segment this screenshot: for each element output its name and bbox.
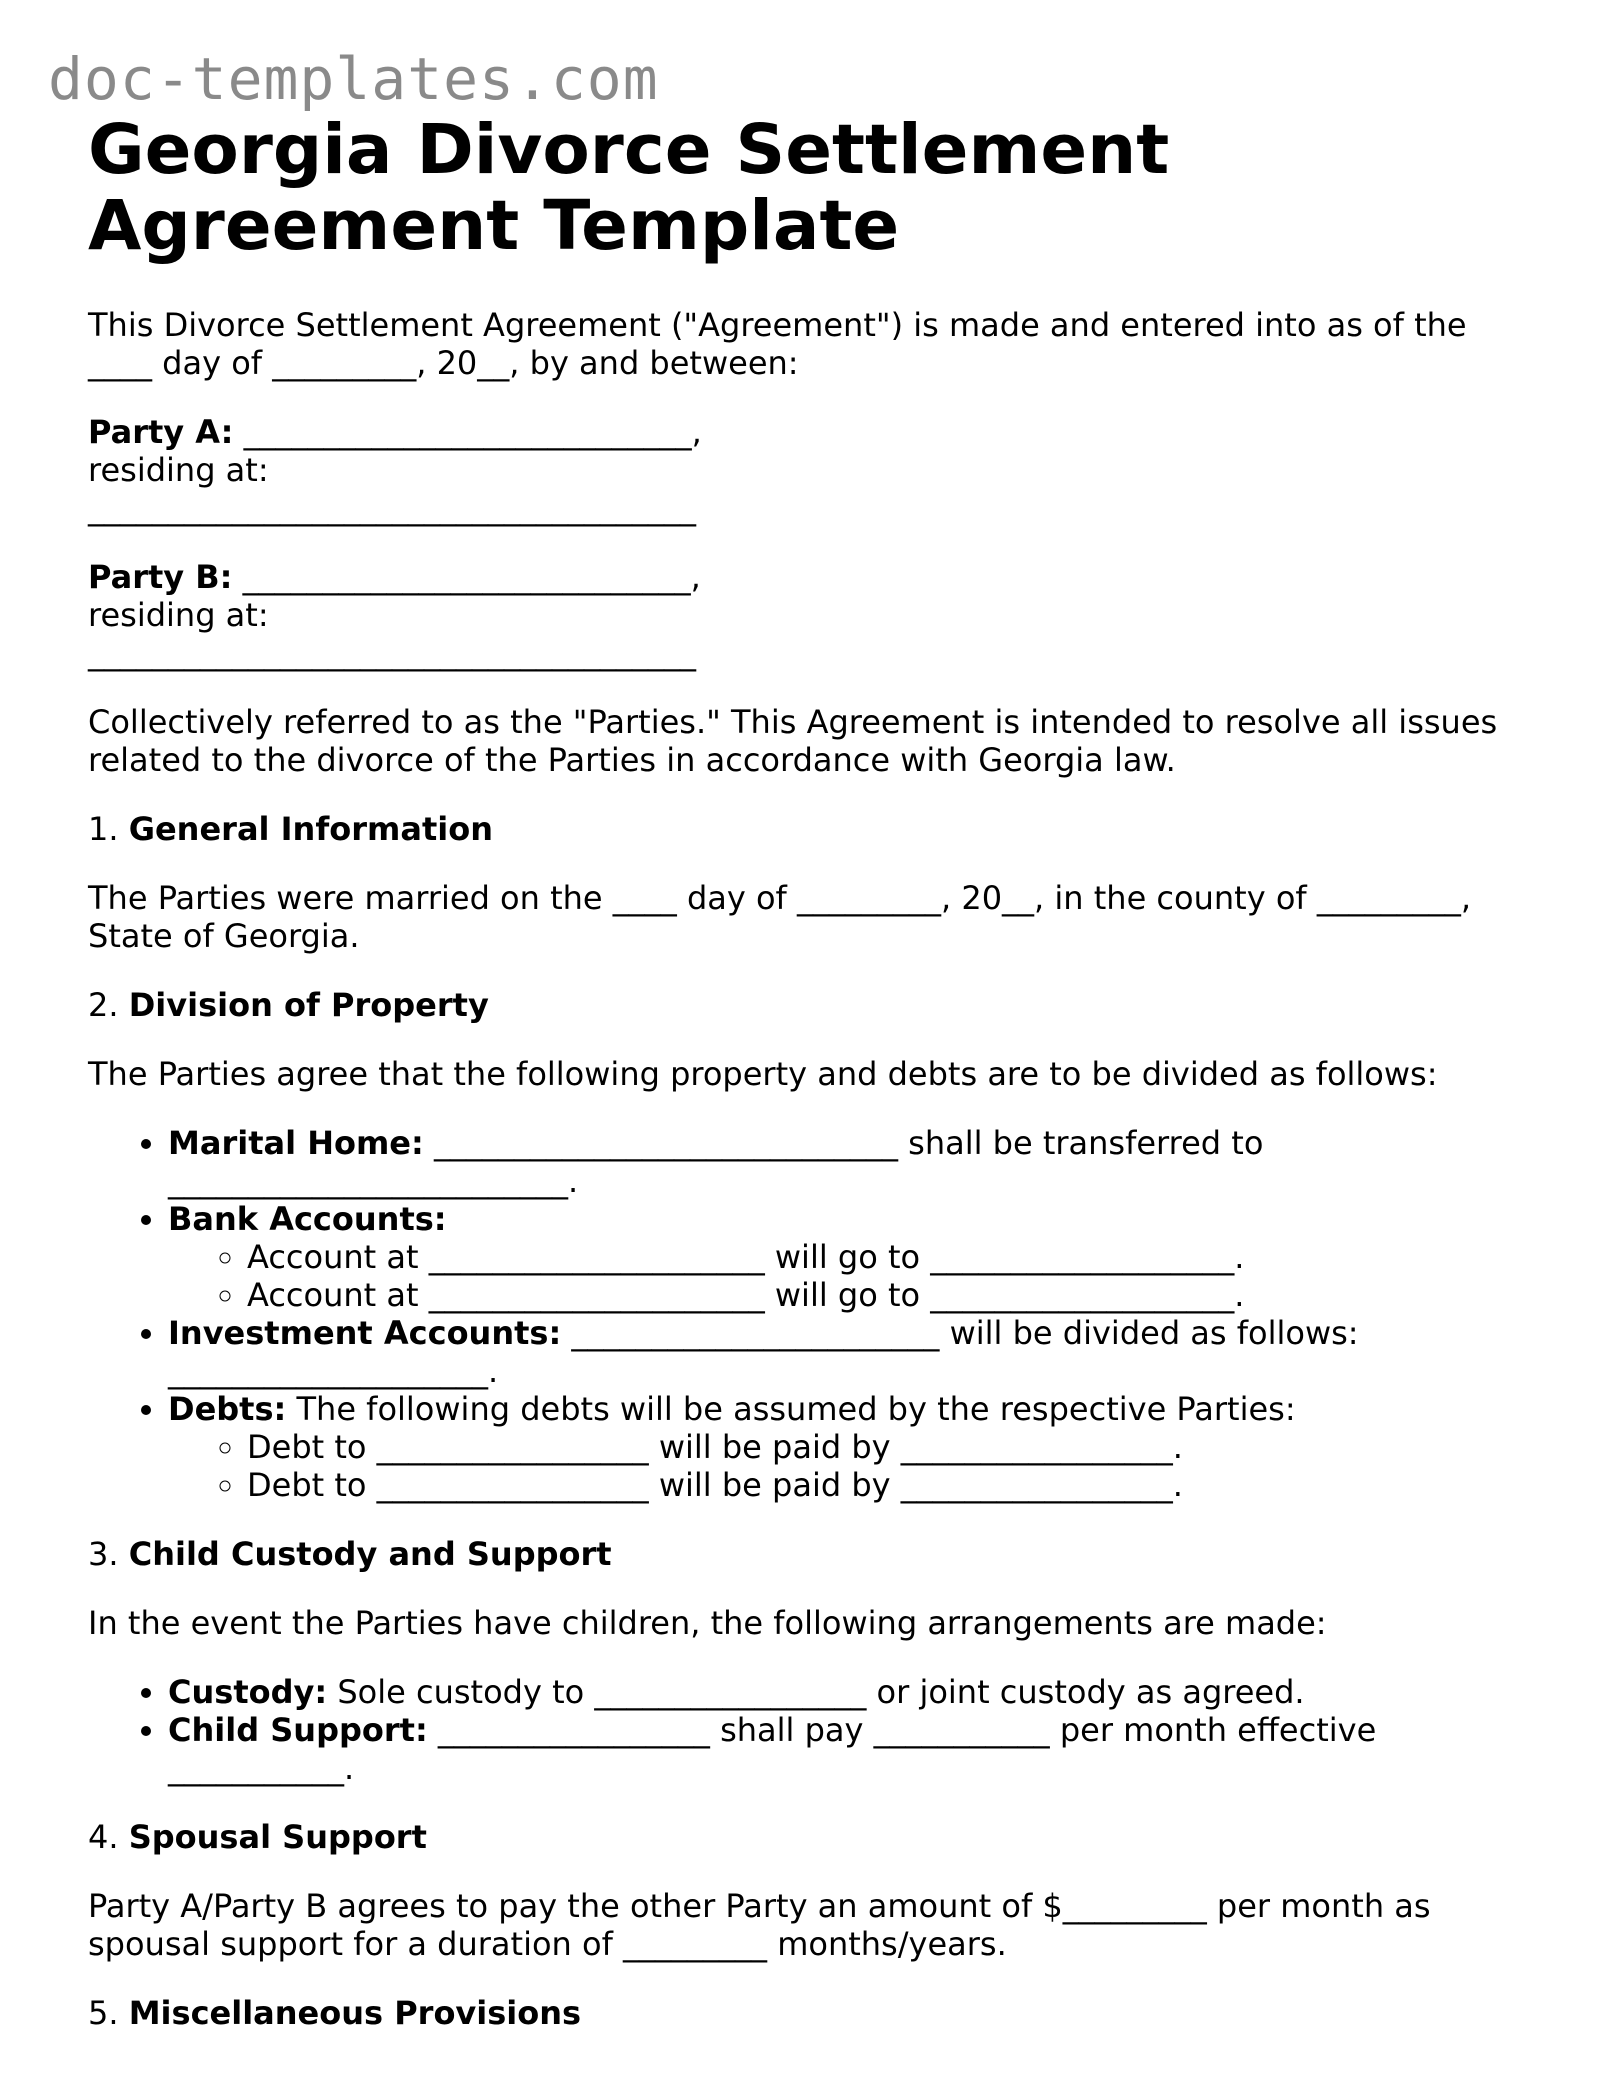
child-support-text: _________________ shall pay ___________ per month effective ___________. [168, 1711, 1377, 1787]
list-item: ◦ Debt to _________________ will be paid by _________________. [247, 1428, 1528, 1466]
section-4-number: 4. [88, 1818, 119, 1856]
custody-list [88, 1673, 1528, 1787]
party-a-text: ____________________________, residing at: ______________________________________ [88, 413, 702, 527]
document [88, 112, 1528, 2063]
investment-accounts-label: Investment Accounts: [168, 1314, 562, 1352]
debts-sublist [168, 1428, 1528, 1504]
marital-home-text: _____________________________ shall be transferred to _________________________. [168, 1124, 1264, 1200]
intro-paragraph: This Divorce Settlement Agreement ("Agreement") is made and entered into as of the ____ day of _________, 20__, by and between: [88, 306, 1467, 382]
list-item: ◦ Account at _____________________ will go to ___________________. [247, 1276, 1528, 1314]
section-1-heading [88, 810, 1528, 848]
party-b-label: Party B: [88, 558, 233, 596]
section-3-number: 3. [88, 1535, 119, 1573]
debts-text: The following debts will be assumed by the respective Parties: [286, 1390, 1296, 1428]
list-item-custody [168, 1673, 1528, 1711]
watermark: doc-templates.com [48, 45, 659, 113]
list-item-bank-accounts [168, 1200, 1528, 1314]
custody-label: Custody: [168, 1673, 328, 1711]
list-item-investment-accounts [168, 1314, 1368, 1390]
party-b-text: ____________________________, residing at: ______________________________________ [88, 558, 701, 672]
bank-accounts-label: Bank Accounts: [168, 1200, 447, 1238]
list-item-child-support [168, 1711, 1438, 1787]
section-2-body: The Parties agree that the following property and debts are to be divided as follows: [88, 1055, 1438, 1093]
bank-accounts-sublist [168, 1238, 1528, 1314]
party-a-line [88, 413, 748, 527]
marital-home-label: Marital Home: [168, 1124, 424, 1162]
collective-paragraph: Collectively referred to as the "Parties." This Agreement is intended to resolve all issues related to the divorce of the Parties in accordance with Georgia law. [88, 703, 1498, 779]
investment-accounts-text: _______________________ will be divided as follows: ____________________. [168, 1314, 1359, 1390]
list-item-debts [168, 1390, 1528, 1504]
section-2-number: 2. [88, 986, 119, 1024]
section-1-number: 1. [88, 810, 119, 848]
document-title: Georgia Divorce Settlement Agreement Template [88, 110, 1170, 266]
section-4-heading [88, 1818, 1528, 1856]
debts-label: Debts: [168, 1390, 287, 1428]
party-b-line [88, 558, 748, 672]
section-5-number: 5. [88, 1994, 119, 2032]
custody-text: Sole custody to _________________ or joint custody as agreed. [327, 1673, 1305, 1711]
section-1-body: The Parties were married on the ____ day of _________, 20__, in the county of _________, State of Georgia. [88, 879, 1471, 955]
section-3-heading [88, 1535, 1528, 1573]
section-1-title: General Information [128, 810, 493, 848]
section-2-heading [88, 986, 1528, 1024]
party-a-label: Party A: [88, 413, 234, 451]
section-4-body: Party A/Party B agrees to pay the other Party an amount of $_________ per month as spousal support for a duration of _________ months/years. [88, 1887, 1431, 1963]
list-item: ◦ Debt to _________________ will be paid by _________________. [247, 1466, 1528, 1504]
section-5-heading [88, 1994, 1528, 2032]
section-3-title: Child Custody and Support [128, 1535, 612, 1573]
property-list [88, 1124, 1528, 1504]
section-4-title: Spousal Support [128, 1818, 427, 1856]
section-3-body: In the event the Parties have children, the following arrangements are made: [88, 1604, 1327, 1642]
list-item: ◦ Account at _____________________ will go to ___________________. [247, 1238, 1528, 1276]
section-2-title: Division of Property [128, 986, 489, 1024]
list-item-marital-home [168, 1124, 1368, 1200]
child-support-label: Child Support: [168, 1711, 428, 1749]
section-5-title: Miscellaneous Provisions [128, 1994, 582, 2032]
